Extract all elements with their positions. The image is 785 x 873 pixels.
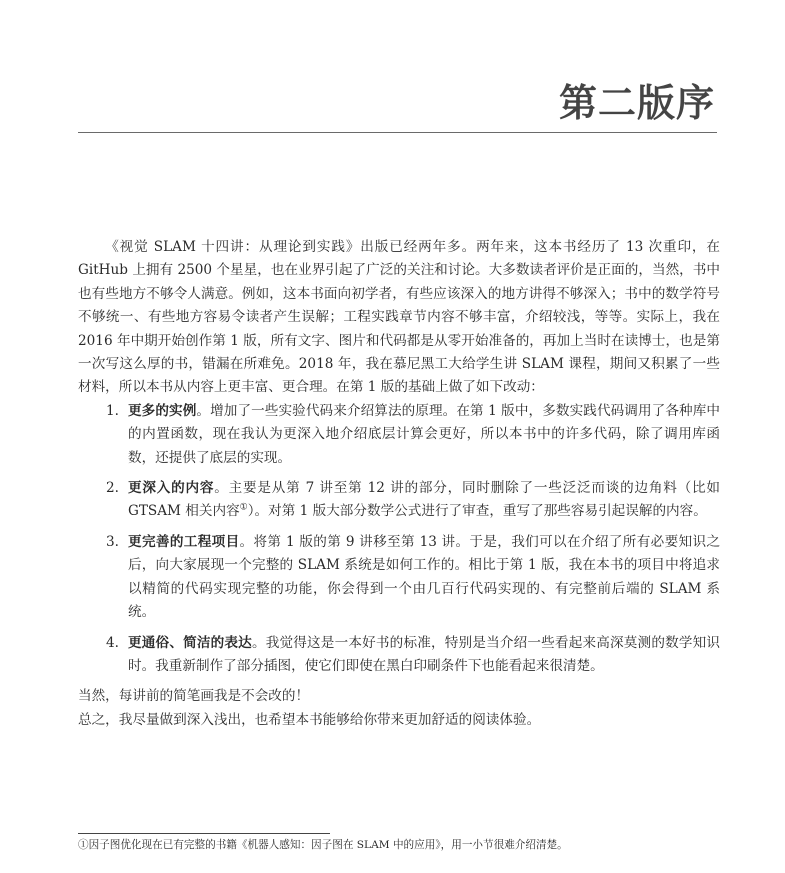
modification-list (78, 400, 720, 678)
item-heading: 更通俗、简洁的表达 (128, 634, 252, 651)
item-number: 3. (106, 533, 119, 550)
closing-line: 总之，我尽量做到深入浅出，也希望本书能够给你带来更加舒适的阅读体验。 (78, 711, 541, 728)
item-text: 。增加了一些实验代码来介绍算法的原理。在第 1 版中，多数实践代码调用了各种库中的内置函数，现在我认为更深入地介绍底层计算会更好，所以本书中的许多代码，除了调用库函数，还提供了底层的实现。 (128, 402, 720, 466)
preface-body (78, 236, 720, 732)
footnote: ①因子图优化现在已有完整的书籍《机器人感知：因子图在 SLAM 中的应用》，用一小节很难介绍清楚。 (78, 839, 568, 851)
item-heading: 更多的实例 (128, 402, 197, 419)
closing-line: 当然，每讲前的简笔画我是不会改的！ (78, 688, 310, 705)
item-number: 1. (106, 402, 119, 419)
page-title: 第二版序 (558, 80, 715, 125)
footnote-divider (78, 833, 330, 834)
item-text-after: ）。对第 1 版大部分数学公式进行了审查，重写了那些容易引起误解的内容。 (247, 503, 707, 520)
item-text: 。将第 1 版的第 9 讲移至第 13 讲。于是，我们可以在介绍了所有必要知识之后，向大家展现一个完整的 SLAM 系统是如何工作的。相比于第 1 版，我在本书的项目中将追求以精简的代码实现完整的功能，你会得到一个由几百行代码实现的、有完整前后端的 SLAM 系统。 (128, 533, 720, 621)
list-item (78, 400, 720, 470)
intro-paragraph: 《视觉 SLAM 十四讲：从理论到实践》出版已经两年多。两年来，这本书经历了 13 次重印，在 GitHub 上拥有 2500 个星星，也在业界引起了广泛的关注和讨论。大多数读者评价是正面的，当然，书中也有些地方不够令人满意。例如，这本书面向初学者，有些应该深入的地方讲得不够深入；书中的数学符号不够统一、有些地方容易令读者产生误解；工程实践章节内容不够丰富，介绍较浅，等等。实际上，我在 2016 年中期开始创作第 1 版，所有文字、图片和代码都是从零开始准备的，再加上当时在读博士，也是第一次写这么厚的书，错漏在所难免。2018 年，我在慕尼黑工大给学生讲 SLAM 课程，期间又积累了一些材料，所以本书从内容上更丰富、更合理。在第 1 版的基础上做了如下改动： (78, 239, 720, 396)
item-heading: 更完善的工程项目 (128, 533, 240, 550)
item-number: 4. (106, 634, 119, 651)
list-item (78, 632, 720, 679)
footnote-ref[interactable]: ① (239, 502, 248, 513)
item-text: 。主要是从第 7 讲至第 12 讲的部分，同时删除了一些泛泛而谈的边角料（比如 GTSAM 相关内容 (128, 480, 720, 520)
list-item (78, 531, 720, 625)
item-number: 2. (106, 480, 119, 497)
title-divider (78, 132, 717, 133)
list-item (78, 477, 720, 524)
item-heading: 更深入的内容 (128, 480, 215, 497)
item-text: 。我觉得这是一本好书的标准，特别是当介绍一些看起来高深莫测的数学知识时。我重新制作了部分插图，使它们即使在黑白印刷条件下也能看起来很清楚。 (128, 634, 721, 674)
